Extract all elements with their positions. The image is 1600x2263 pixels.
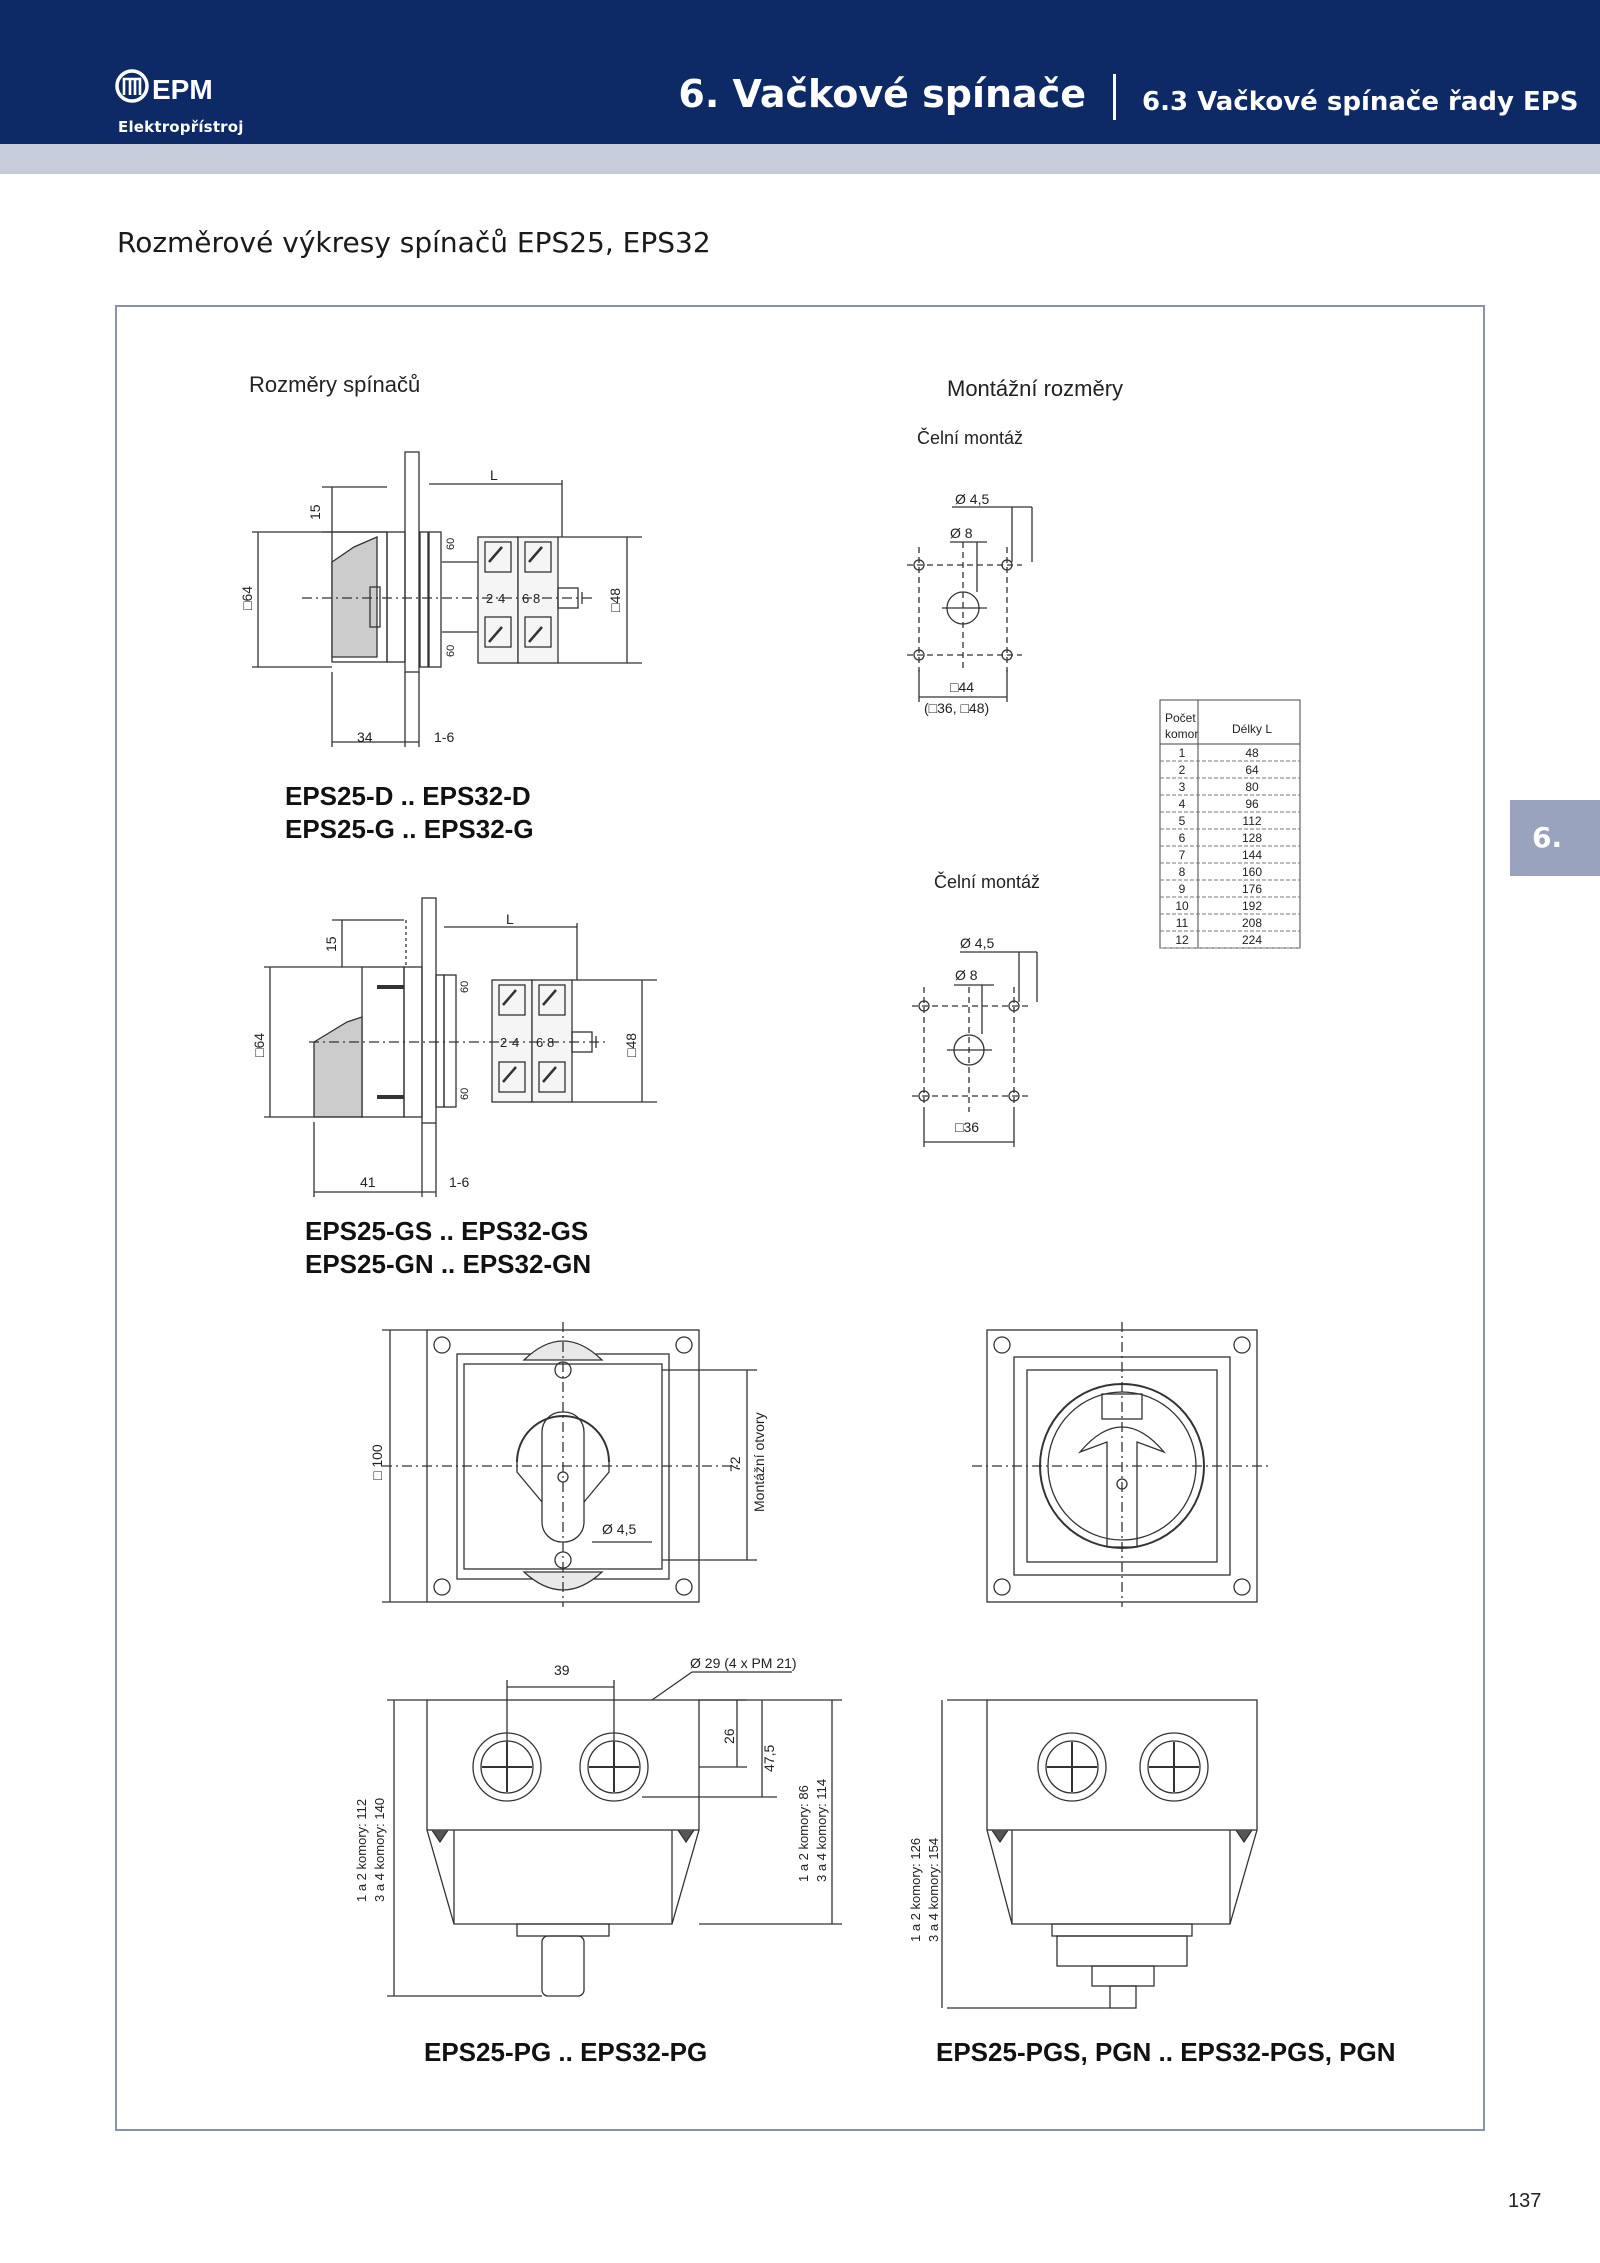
side-h4: 3 a 4 komory: 114	[814, 1778, 829, 1882]
enclosure-front-pgs	[972, 1322, 1270, 1607]
table-cell-length: 176	[1241, 882, 1263, 896]
dim-48-b: □48	[623, 1032, 639, 1057]
cam-60-a2: 60	[445, 644, 457, 657]
table-cell-count: 8	[1178, 865, 1186, 879]
mount1-d8: Ø 8	[950, 525, 973, 541]
brand-logo-text: EPM	[152, 74, 213, 105]
table-cell-length: 64	[1245, 763, 1259, 777]
table-cell-count: 4	[1178, 797, 1186, 811]
table-cell-count: 7	[1178, 848, 1186, 862]
table-cell-count: 11	[1175, 916, 1189, 930]
encl-sq100: □ 100	[369, 1444, 385, 1480]
table-cell-length: 160	[1241, 865, 1263, 879]
model-d-line1: EPS25-D .. EPS32-D	[285, 781, 531, 811]
table-cell-count: 12	[1175, 933, 1189, 947]
side-h1: 1 a 2 komory: 112	[354, 1798, 369, 1902]
cam-60-a1: 60	[445, 537, 457, 550]
side-26: 26	[721, 1728, 737, 1744]
table-cell-length: 224	[1241, 933, 1263, 947]
table-cell-length: 80	[1245, 780, 1259, 794]
logo-company-name: Elektropřístroj	[118, 118, 244, 136]
chapter-side-tab[interactable]: 6.	[1510, 800, 1600, 876]
dim-L-a: L	[490, 467, 498, 483]
header-subbar	[0, 144, 1600, 174]
table-cell-length: 144	[1241, 848, 1263, 862]
table-cell-count: 9	[1178, 882, 1186, 896]
encl-d45: Ø 4,5	[602, 1521, 637, 1537]
cam-4-a: 4	[498, 591, 506, 606]
drawing-frame	[115, 305, 1485, 2131]
chapter-subtitle: 6.3 Vačkové spínače řady EPS	[1142, 87, 1579, 117]
model-pg: EPS25-PG .. EPS32-PG	[424, 2037, 708, 2067]
dim-L-b: L	[506, 911, 514, 927]
cam-8-b: 8	[547, 1035, 555, 1050]
mount2-sq36: □36	[955, 1119, 980, 1135]
technical-drawings	[117, 307, 1483, 2129]
enclosure-front-pg	[382, 1322, 757, 1607]
cam-60-b2: 60	[459, 1087, 471, 1100]
side-h2: 3 a 4 komory: 140	[372, 1797, 387, 1902]
table-cell-count: 1	[1178, 746, 1186, 760]
model-pgs: EPS25-PGS, PGN .. EPS32-PGS, PGN	[936, 2037, 1396, 2067]
page-number: 137	[1508, 2190, 1542, 2212]
model-gs-line2: EPS25-GN .. EPS32-GN	[305, 1249, 592, 1279]
table-col1-line2: komor	[1165, 727, 1199, 741]
cam-6-b: 6	[536, 1035, 544, 1050]
side-d29: Ø 29 (4 x PM 21)	[690, 1655, 797, 1671]
table-cell-length: 208	[1241, 916, 1263, 930]
dim-41: 41	[360, 1174, 376, 1190]
dim-1-6-a: 1-6	[434, 729, 455, 745]
mount1-sq44: □44	[950, 679, 975, 695]
chapter-title: 6. Vačkové spínače	[678, 72, 1086, 116]
model-d-line2: EPS25-G .. EPS32-G	[285, 814, 534, 844]
dim-15-a: 15	[307, 504, 323, 520]
switch-drawing-d	[252, 452, 642, 747]
mount1-alt: (□36, □48)	[924, 700, 990, 716]
dim-34: 34	[357, 729, 373, 745]
dim-48-a: □48	[607, 587, 623, 612]
mount2-d45: Ø 4,5	[960, 935, 995, 951]
cam-4-b: 4	[512, 1035, 520, 1050]
dim-1-6-b: 1-6	[449, 1174, 470, 1190]
dim-64-a: □64	[239, 585, 255, 610]
table-cell-length: 96	[1245, 797, 1259, 811]
cam-60-b1: 60	[459, 980, 471, 993]
side-47-5: 47,5	[761, 1744, 777, 1772]
table-cell-length: 48	[1245, 746, 1259, 760]
encl-mount-holes: Montážní otvory	[751, 1412, 767, 1512]
mount-dims-label: Montážní rozměry	[947, 376, 1124, 401]
table-cell-count: 6	[1178, 831, 1186, 845]
mount2-d8: Ø 8	[955, 967, 978, 983]
header-divider	[1113, 74, 1116, 120]
switch-dims-label: Rozměry spínačů	[249, 372, 421, 397]
side2-h1: 1 a 2 komory: 126	[908, 1837, 923, 1942]
cam-6-a: 6	[522, 591, 530, 606]
table-col1-line1: Počet	[1165, 711, 1196, 725]
section-title: Rozměrové výkresy spínačů EPS25, EPS32	[117, 226, 711, 259]
table-rows	[1160, 746, 1300, 948]
table-cell-length: 192	[1241, 899, 1263, 913]
enclosure-side-pg	[387, 1672, 842, 1996]
side2-h2: 3 a 4 komory: 154	[926, 1837, 941, 1942]
table-cell-length: 128	[1241, 831, 1263, 845]
encl-72: 72	[727, 1456, 743, 1472]
dim-15-b: 15	[323, 936, 339, 952]
table-cell-length: 112	[1242, 814, 1262, 828]
table-cell-count: 2	[1178, 763, 1186, 777]
cam-8-a: 8	[533, 591, 541, 606]
table-cell-count: 5	[1178, 814, 1186, 828]
enclosure-side-pgs	[942, 1700, 1257, 2008]
table-cell-count: 3	[1178, 780, 1186, 794]
model-gs-line1: EPS25-GS .. EPS32-GS	[305, 1216, 589, 1246]
mount1-d45: Ø 4,5	[955, 491, 990, 507]
cam-2-a: 2	[486, 591, 494, 606]
dim-64-b: □64	[251, 1032, 267, 1057]
table-cell-count: 10	[1175, 899, 1189, 913]
side-h3: 1 a 2 komory: 86	[796, 1785, 811, 1882]
table-col2-header: Délky L	[1232, 722, 1273, 736]
front-mount-label-2: Čelní montáž	[934, 872, 1041, 892]
front-mount-label-1: Čelní montáž	[917, 428, 1024, 448]
cam-2-b: 2	[500, 1035, 508, 1050]
side-39: 39	[554, 1662, 570, 1678]
